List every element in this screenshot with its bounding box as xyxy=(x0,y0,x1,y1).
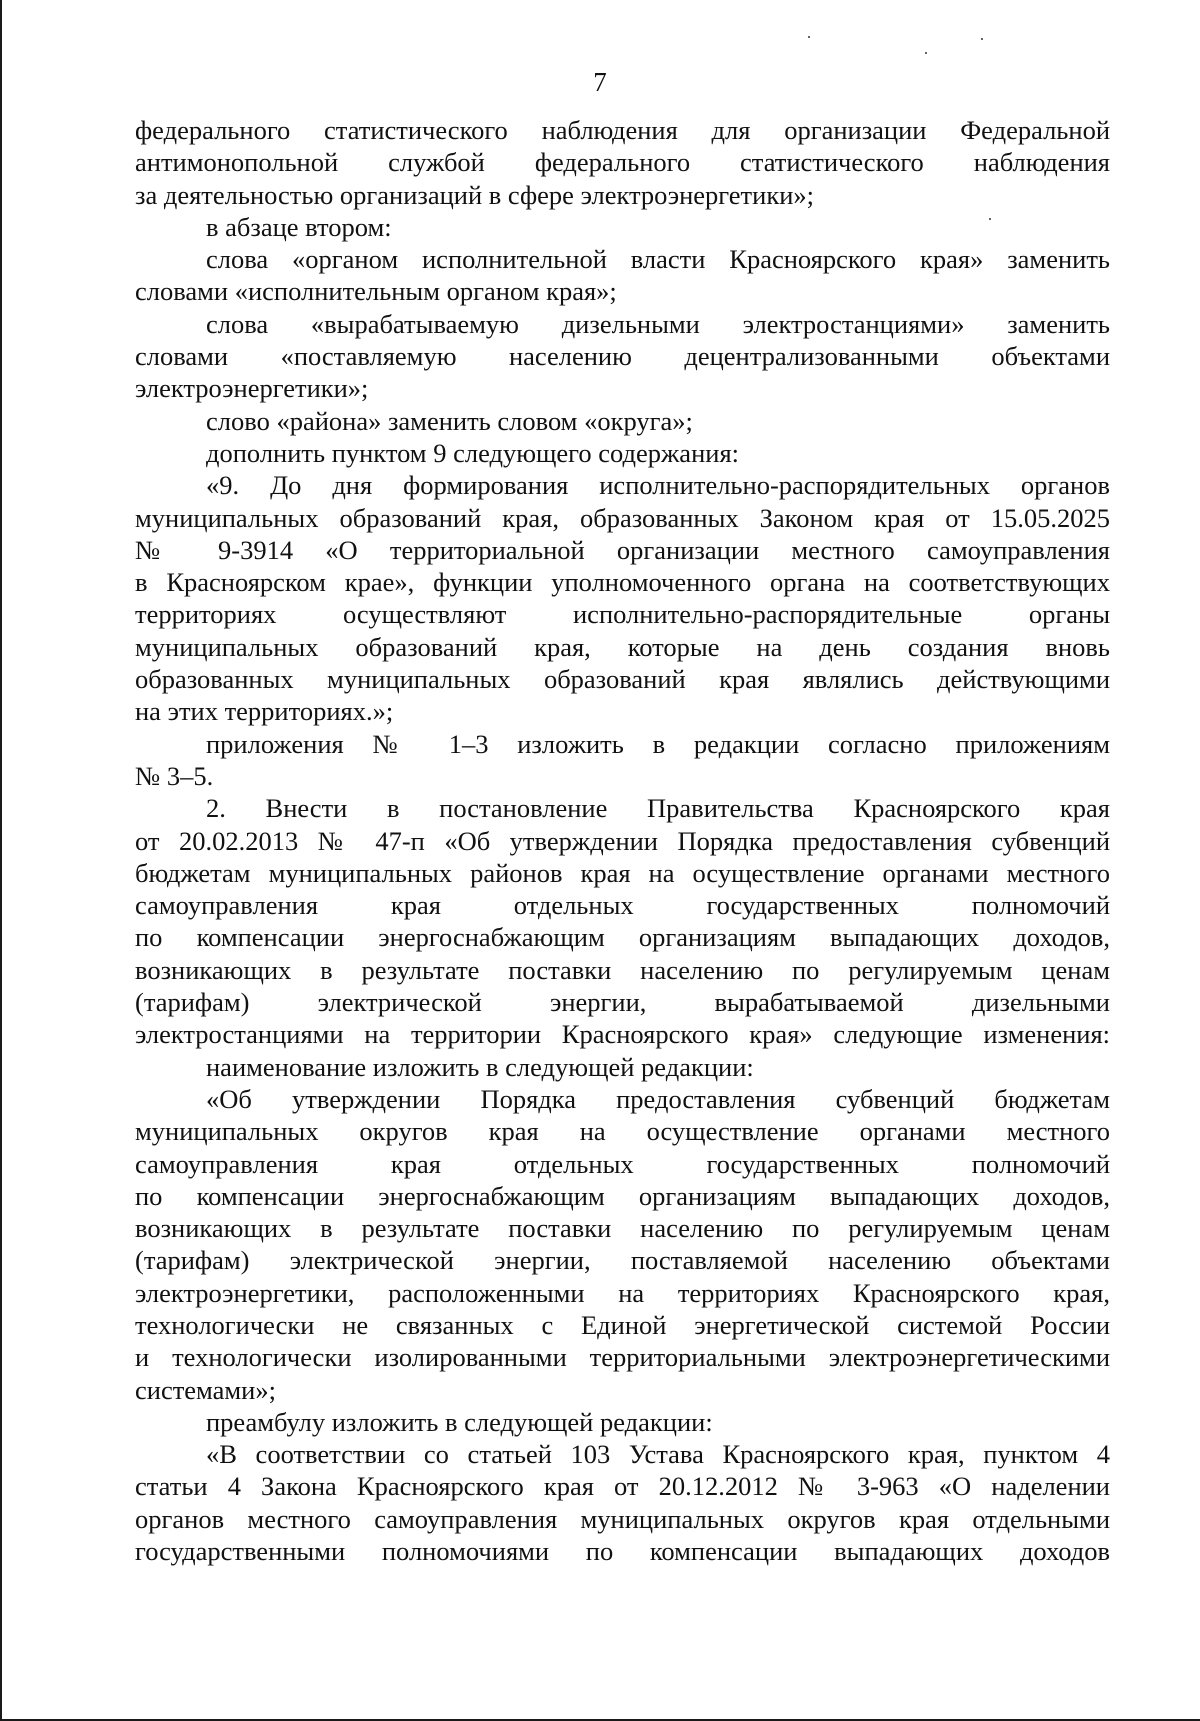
text-line: в абзаце втором: xyxy=(206,211,392,242)
text-line: технологически не связанных с Единой энергетической системой России xyxy=(135,1309,1110,1340)
text-line: самоуправления края отдельных государственных полномочий xyxy=(135,1148,1110,1179)
text-line: слово «района» заменить словом «округа»; xyxy=(206,405,693,436)
text-line: 2. Внести в постановление Правительства Красноярского края xyxy=(206,793,1110,824)
text-line: за деятельностью организаций в сфере электроэнергетики»; xyxy=(135,179,814,210)
document-body xyxy=(135,114,1110,1567)
text-line: возникающих в результате поставки населению по регулируемым ценам xyxy=(135,954,1110,985)
text-line: словами «исполнительным органом края»; xyxy=(135,276,617,307)
text-line: электроэнергетики, расположенными на территориях Красноярского края, xyxy=(135,1277,1110,1308)
text-line: бюджетам муниципальных районов края на осуществление органами местного xyxy=(135,857,1110,888)
scan-speck xyxy=(808,36,810,38)
text-line: наименование изложить в следующей редакции: xyxy=(206,1051,754,1082)
text-line: государственными полномочиями по компенсации выпадающих доходов xyxy=(135,1536,1110,1567)
text-line: образованных муниципальных образований края являлись действующими xyxy=(135,664,1110,695)
text-line: приложения № 1–3 изложить в редакции согласно приложениям xyxy=(206,728,1110,759)
text-line: (тарифам) электрической энергии, вырабатываемой дизельными xyxy=(135,987,1110,1018)
text-line: самоуправления края отдельных государственных полномочий xyxy=(135,890,1110,921)
text-line: словами «поставляемую населению децентрализованными объектами xyxy=(135,341,1110,372)
text-line: системами»; xyxy=(135,1374,276,1405)
text-line: дополнить пунктом 9 следующего содержания: xyxy=(206,437,739,468)
text-line: № 9-3914 «О территориальной организации местного самоуправления xyxy=(135,534,1110,565)
text-line: федерального статистического наблюдения для организации Федеральной xyxy=(135,115,1110,145)
scan-speck xyxy=(981,38,983,40)
text-line: органов местного самоуправления муниципальных округов края отдельными xyxy=(135,1503,1110,1534)
text-line: «В соответствии со статьей 103 Устава Красноярского края, пунктом 4 xyxy=(206,1439,1110,1470)
text-line: по компенсации энергоснабжающим организациям выпадающих доходов, xyxy=(135,1180,1110,1211)
text-line: по компенсации энергоснабжающим организациям выпадающих доходов, xyxy=(135,922,1110,953)
text-line: в Красноярском крае», функции уполномоченного органа на соответствующих xyxy=(135,567,1110,598)
text-line: территориях осуществляют исполнительно-распорядительные органы xyxy=(135,599,1110,630)
text-line: муниципальных округов края на осуществление органами местного xyxy=(135,1116,1110,1147)
text-line: «Об утверждении Порядка предоставления субвенций бюджетам xyxy=(206,1083,1110,1114)
text-line: антимонопольной службой федерального статистического наблюдения xyxy=(135,147,1110,178)
scan-speck xyxy=(925,52,927,54)
text-line: преамбулу изложить в следующей редакции: xyxy=(206,1406,713,1437)
text-line: на этих территориях.»; xyxy=(135,696,394,727)
text-line: электростанциями на территории Красноярского края» следующие изменения: xyxy=(135,1019,1110,1050)
text-line: возникающих в результате поставки населению по регулируемым ценам xyxy=(135,1213,1110,1244)
text-line: электроэнергетики»; xyxy=(135,373,369,404)
text-line: «9. До дня формирования исполнительно-распорядительных органов xyxy=(206,470,1110,501)
text-line: № 3–5. xyxy=(135,760,214,791)
page-number: 7 xyxy=(593,67,607,97)
text-line: статьи 4 Закона Красноярского края от 20.12.2012 № 3-963 «О наделении xyxy=(135,1471,1110,1502)
text-line: (тарифам) электрической энергии, поставляемой населению объектами xyxy=(135,1245,1110,1276)
text-line: муниципальных образований края, которые на день создания вновь xyxy=(135,631,1110,662)
text-line: и технологически изолированными территориальными электроэнергетическими xyxy=(135,1342,1110,1373)
text-line: муниципальных образований края, образованных Законом края от 15.05.2025 xyxy=(135,502,1110,533)
scan-left-edge xyxy=(0,0,2,1721)
text-line: слова «органом исполнительной власти Красноярского края» заменить xyxy=(206,244,1110,275)
text-line: слова «вырабатываемую дизельными электростанциями» заменить xyxy=(206,308,1110,339)
text-line: от 20.02.2013 № 47-п «Об утверждении Порядка предоставления субвенций xyxy=(135,825,1110,856)
